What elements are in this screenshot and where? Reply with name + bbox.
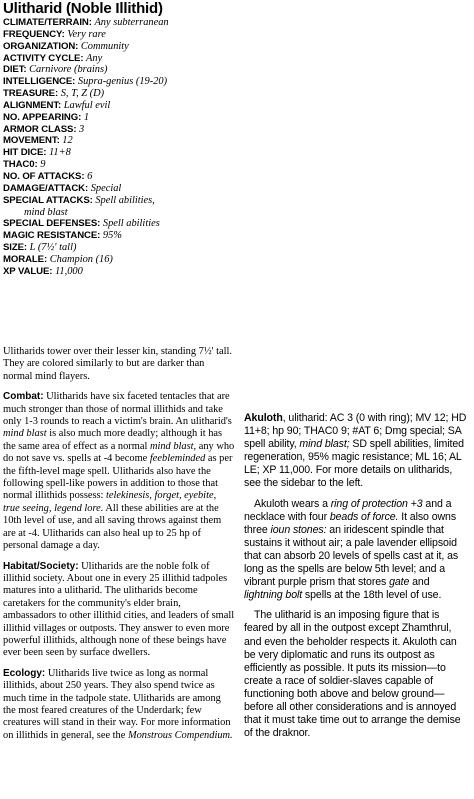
stat-special-attacks: SPECIAL ATTACKS: Spell abilities, <box>3 194 155 206</box>
habitat-paragraph: Habitat/Society: Ulitharids are the noble folk of illithid society. About one in every 25 illithid tadpoles matures into a ulitharid. The ulitharids become caretakers for the community's elder brain, ambassadors to other illithid cities, and leaders of small illithid villages or outposts. They answer to even more powerful illithids, although none of these beings have ever been seen by surface dwellers. <box>3 560 235 659</box>
stat-special-defenses: SPECIAL DEFENSES: Spell abilities <box>3 218 160 230</box>
stat-thac0: THAC0: 9 <box>3 159 46 171</box>
intro-paragraph: Ulitharids tower over their lesser kin, standing 7½' tall. They are colored similarly to but are darker than normal mind flayers. <box>3 346 232 382</box>
left-column <box>3 346 235 750</box>
stat-organization: ORGANIZATION: Community <box>3 40 129 52</box>
stat-intelligence: INTELLIGENCE: Supra-genius (19-20) <box>3 76 168 88</box>
page-title: Ulitharid (Noble Illithid) <box>3 0 163 17</box>
ecology-paragraph: Ecology: Ulitharids live twice as long as normal illithids, about 250 years. They also spend twice as much time in the tadpole state. Ulitharids are among the most feared creatures of the Underdark; few creatures will stand in their way. For more information on illithids in general, see the Monstrous Compendium. <box>3 667 233 741</box>
stat-magic-resistance: MAGIC RESISTANCE: 95% <box>3 230 122 242</box>
stat-damage-attack: DAMAGE/ATTACK: Special <box>3 182 122 194</box>
stat-hit-dice: HIT DICE: 11+8 <box>3 147 71 159</box>
right-column <box>244 412 470 747</box>
stat-climate: CLIMATE/TERRAIN: Any subterranean <box>3 17 169 28</box>
akuloth-description-paragraph: The ulitharid is an imposing figure that is feared by all in the outpost except Zhamthrul, and even the beholder respects it. Akuloth can be very diplomatic and runs its outpost as efficiently as possible. It puts its mission—to create a race of soldier-slaves capable of functioning both above and below ground—before all other considerations and is annoyed that it must take time out to arrange the demise of the draknor. <box>244 609 461 740</box>
stat-frequency: FREQUENCY: Very rare <box>3 28 106 40</box>
akuloth-stats-paragraph: Akuloth, ulitharid: AC 3 (0 with ring); MV 12; HD 11+8; hp 90; THAC0 9; #AT 6; Dmg special; SA spell ability, mind blast; SD spell abilities, limited regeneration, 95% magic resistance; ML 16; AL LE; XP 11,000. For more details on ulitharids, see the sidebar to the left. <box>244 412 467 490</box>
combat-paragraph: Combat: Ulitharids have six faceted tentacles that are much stronger than those of normal illithids and take only 1-3 rounds to reach a victim's brain. An ulitharid's mind blast is also much more deadly; although it has the same area of effect as a normal mind blast, any who do not save vs. spells at -4 become feebleminded as per the fifth-level mage spell. Ulitharids also have the following spell-like powers in addition to those that normal illithids possess: telekinesis, forget, eyebite, true seeing, legend lore. All these abilities are at the 10th level of use, and all saving throws against them are at -4. Ulitharids can also heal up to 25 hp of personal damage a day. <box>3 391 235 552</box>
stat-size: SIZE: L (7½' tall) <box>3 242 77 254</box>
stat-special-attacks-cont: mind blast <box>24 206 68 218</box>
stat-treasure: TREASURE: S, T, Z (D) <box>3 88 105 100</box>
stat-xp-value: XP VALUE: 11,000 <box>3 265 83 277</box>
stat-no-of-attacks: NO. OF ATTACKS: 6 <box>3 170 93 182</box>
stat-activity-cycle: ACTIVITY CYCLE: Any <box>3 52 103 64</box>
stat-morale: MORALE: Champion (16) <box>3 253 113 265</box>
stat-no-appearing: NO. APPEARING: 1 <box>3 111 90 123</box>
stat-diet: DIET: Carnivore (brains) <box>3 64 108 76</box>
stat-block <box>3 17 233 278</box>
akuloth-items-paragraph: Akuloth wears a ring of protection +3 and a necklace with four beads of force. It also owns three ioun stones: an iridescent spindle that sustains it without air; a pale lavender ellipsoid that can absorb 20 levels of spells cast at it, as long as the spells are below 5th level; and a vibrant purple prism that stores gate and lightning bolt spells at the 18th level of use. <box>244 497 459 602</box>
stat-movement: MOVEMENT: 12 <box>3 135 73 147</box>
stat-armor-class: ARMOR CLASS: 3 <box>3 123 85 135</box>
stat-alignment: ALIGNMENT: Lawful evil <box>3 99 111 111</box>
